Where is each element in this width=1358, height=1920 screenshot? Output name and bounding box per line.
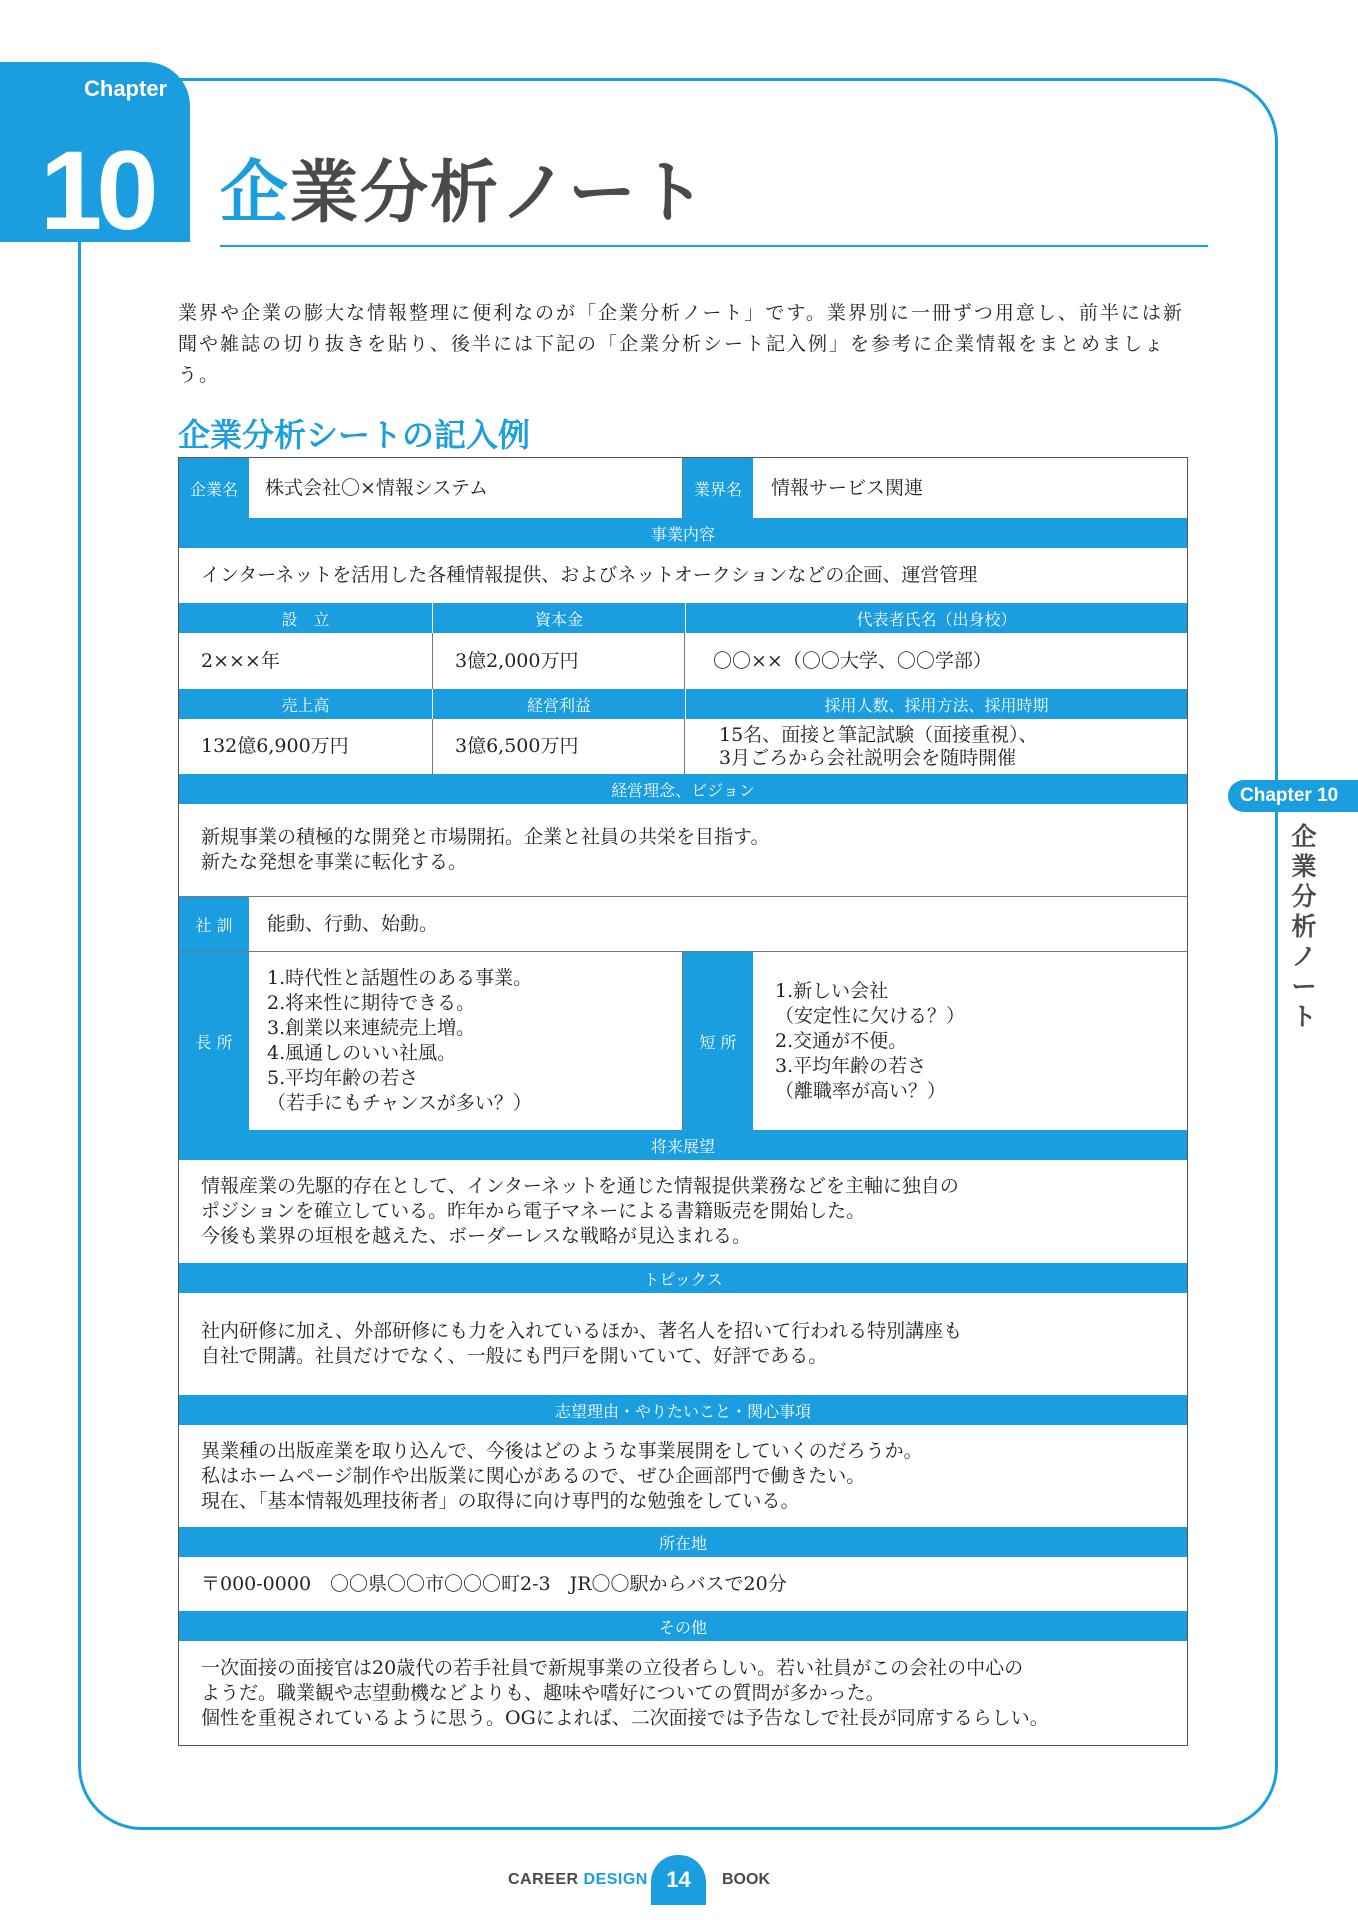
capital-value: 3億2,000万円	[432, 633, 684, 689]
motivation-header: 志望理由・やりたいこと・関心事項	[179, 1395, 1187, 1425]
future-header: 将来展望	[179, 1130, 1187, 1160]
address-header: 所在地	[179, 1527, 1187, 1557]
profit-header: 経営利益	[432, 689, 685, 719]
hiring-header: 採用人数、採用方法、採用時期	[685, 689, 1187, 719]
page-title	[220, 154, 708, 233]
capital-header: 資本金	[432, 603, 685, 633]
topics-header: トピックス	[179, 1263, 1187, 1293]
other-value: 一次面接の面接官は20歳代の若手社員で新規事業の立役者らしい。若い社員がこの会社の中心の ようだ。職業観や志望動機などよりも、趣味や嗜好についての質問が多かった。 個性を重視されているように思う。OGによれば、二次面接では予告なしで社長が同席するらしい。	[201, 1656, 1049, 1729]
topics-value: 社内研修に加え、外部研修にも力を入れているほか、著名人を招いて行われる特別講座も 自社で開講。社員だけでなく、一般にも門戸を開いていて、好評である。	[201, 1320, 963, 1367]
intro-paragraph: 業界や企業の膨大な情報整理に便利なのが「企業分析ノート」です。業界別に一冊ずつ用意し、前半には新聞や雑誌の切り抜きを貼り、後半には下記の「企業分析シート記入例」を参考に企業情報をまとめましょう。	[178, 302, 1184, 386]
business-header: 事業内容	[179, 518, 1187, 548]
footer-design: DESIGN	[583, 1871, 648, 1888]
company-analysis-sheet	[178, 457, 1188, 1746]
weaknesses-label: 短 所	[682, 952, 753, 1130]
industry-label: 業界名	[682, 458, 753, 518]
title-underline	[220, 245, 1208, 247]
strengths-value: 1.時代性と話題性のある事業。 2.将来性に期待できる。 3.創業以来連続売上増。 4.風通しのいい社風。 5.平均年齢の若さ （若手にもチャンスが多い？）	[267, 967, 533, 1114]
founded-header: 設 立	[179, 603, 432, 633]
footer-book: BOOK	[722, 1871, 770, 1888]
philosophy-header: 経営理念、ビジョン	[179, 774, 1187, 804]
motivation-value: 異業種の出版産業を取り込んで、今後はどのような事業展開をしていくのだろうか。 私はホームページ制作や出版業に関心があるので、ぜひ企画部門で働きたい。 現在、「基本情報処理技術者」の取得に向け専門的な勉強をしている。	[201, 1439, 923, 1512]
company-label: 企業名	[179, 458, 249, 518]
sales-value: 132億6,900万円	[201, 735, 349, 757]
page-number: 14	[651, 1855, 706, 1905]
industry-value: 情報サービス関連	[771, 476, 924, 499]
business-value: インターネットを活用した各種情報提供、およびネットオークションなどの企画、運営管理	[201, 564, 978, 586]
other-header: その他	[179, 1611, 1187, 1641]
representative-value: 〇〇××（〇〇大学、〇〇学部）	[684, 633, 1187, 689]
motto-label: 社 訓	[179, 897, 249, 951]
future-value: 情報産業の先駆的存在として、インターネットを通じた情報提供業務などを主軸に独自の ポジションを確立している。昨年から電子マネーによる書籍販売を開始した。 今後も業界の垣根を越えた、ボーダーレスな戦略が見込まれる。	[201, 1175, 959, 1247]
founded-value: 2×××年	[201, 649, 280, 672]
profit-value: 3億6,500万円	[432, 719, 684, 774]
company-row	[179, 458, 1187, 518]
company-value: 株式会社〇×情報システム	[265, 476, 489, 499]
address-value: 〒000-0000 〇〇県〇〇市〇〇〇町2-3 JR〇〇駅からバスで20分	[201, 1572, 787, 1595]
side-chapter-tab: Chapter 10	[1228, 780, 1358, 812]
footer-career-design	[508, 1871, 648, 1889]
philosophy-value: 新規事業の積極的な開発と市場開拓。企業と社員の共栄を目指す。 新たな発想を事業に転化する。	[201, 826, 770, 873]
page-title-first-char: 企	[220, 154, 291, 233]
page-title-rest: 業分析ノート	[290, 154, 708, 233]
sheet-title: 企業分析シートの記入例	[178, 416, 531, 454]
footer-career: CAREER	[508, 1871, 584, 1888]
hiring-value: 15名、面接と筆記試験（面接重視）、 3月ごろから会社説明会を随時開催	[684, 719, 1187, 774]
representative-header: 代表者氏名（出身校）	[685, 603, 1187, 633]
side-vertical-title: 企業分析ノート	[1291, 822, 1317, 1031]
strengths-label: 長 所	[179, 952, 249, 1130]
motto-value: 能動、行動、始動。	[267, 912, 439, 935]
weaknesses-value: 1.新しい会社 （安定性に欠ける？） 2.交通が不便。 3.平均年齢の若さ （離職率が高い？）	[775, 979, 966, 1102]
chapter-label: Chapter	[84, 76, 168, 101]
sales-header: 売上高	[179, 689, 432, 719]
chapter-number: 10	[40, 128, 153, 253]
